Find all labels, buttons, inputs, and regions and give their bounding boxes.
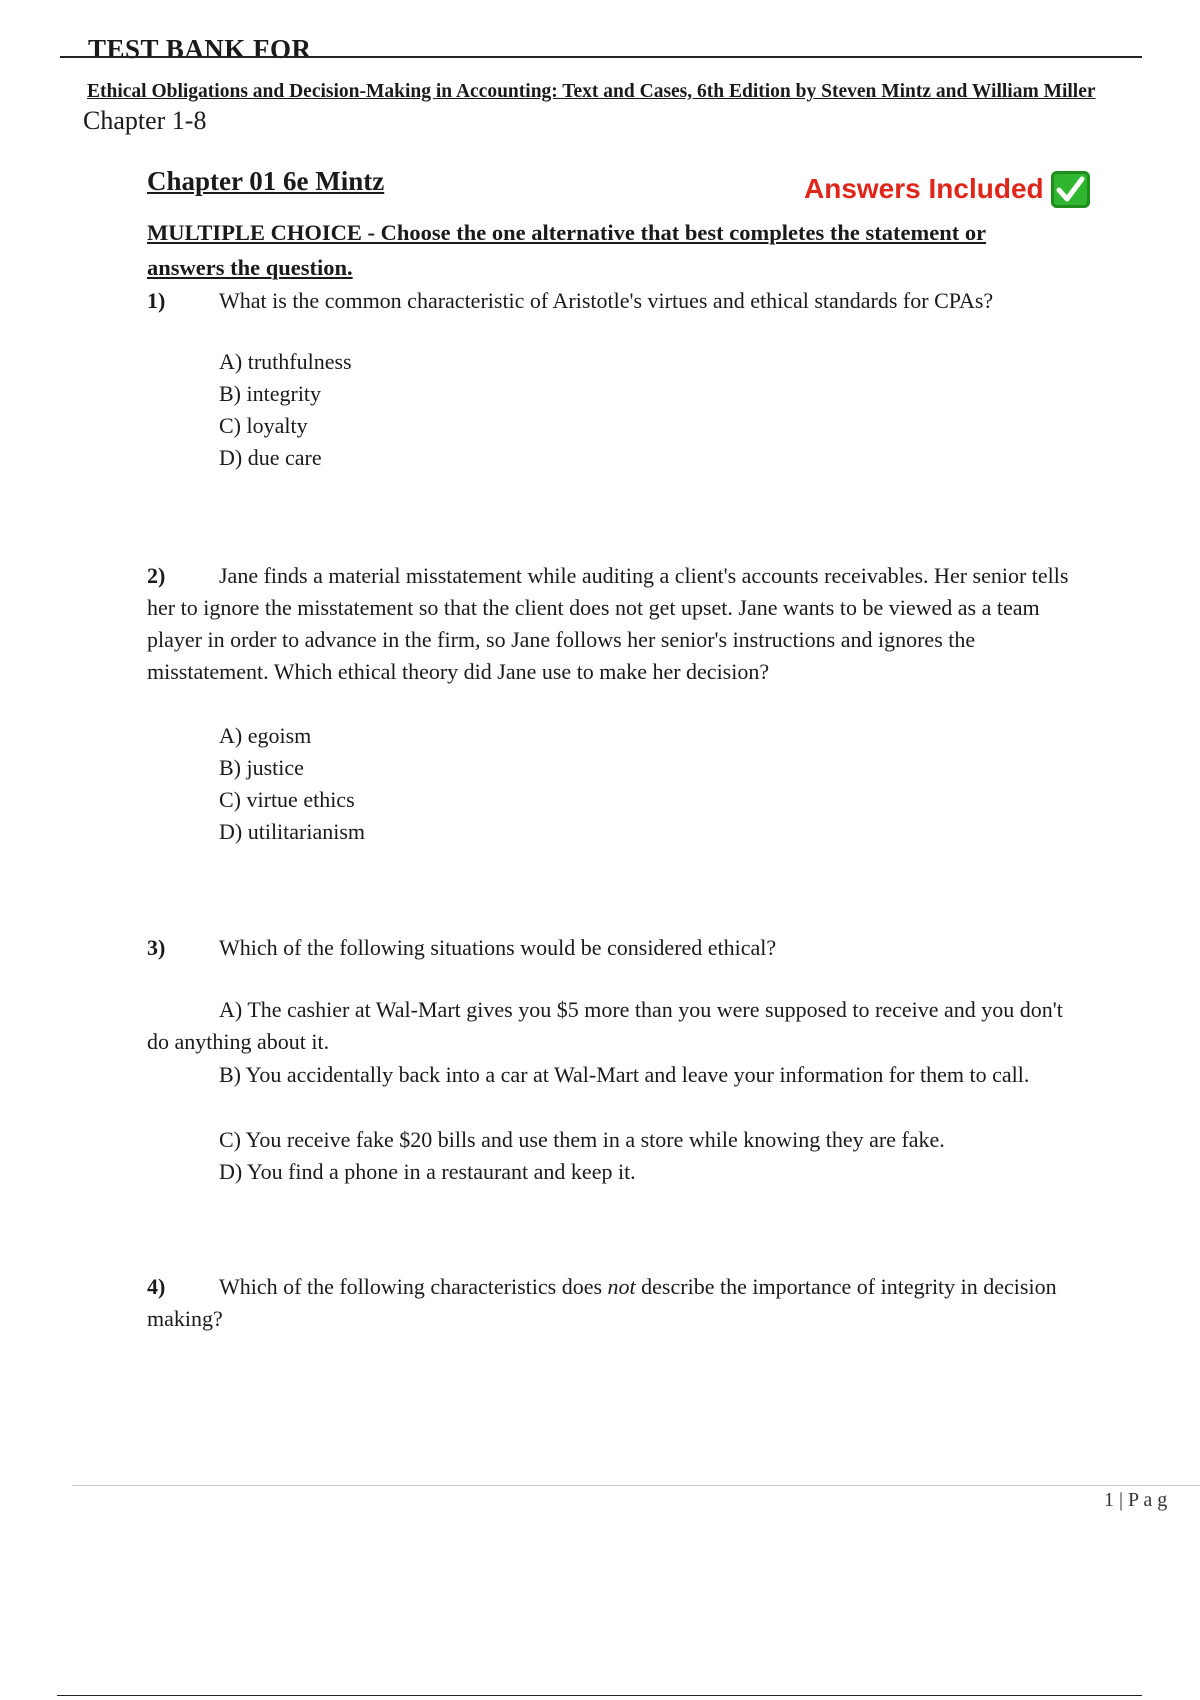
check-mark-icon [1051, 171, 1090, 208]
option-1c: C) loyalty [219, 413, 308, 438]
option-2d: D) utilitarianism [219, 819, 366, 844]
question-number: 4) [147, 1274, 166, 1299]
question-3 [147, 932, 1077, 964]
test-bank-title: TEST BANK FOR [88, 34, 312, 64]
question-text-start: Which of the following characteristics does [219, 1274, 608, 1299]
option-3b: B) You accidentally back into a car at Wal-Mart and leave your information for them to call. [219, 1062, 1030, 1087]
option-3a: A) The cashier at Wal-Mart gives you $5 more than you were supposed to receive and you don't do anything about it. [147, 997, 1063, 1054]
question-number: 2) [147, 563, 166, 588]
option-2a: A) egoism [219, 723, 312, 748]
option-2c: C) virtue ethics [219, 787, 355, 812]
question-text: Which of the following situations would be considered ethical? [219, 935, 777, 960]
header-divider [60, 56, 1142, 58]
question-number: 3) [147, 935, 166, 960]
check-mark-glyph [1051, 171, 1090, 208]
question-2 [147, 560, 1077, 688]
option-2b: B) justice [219, 755, 304, 780]
question-4 [147, 1271, 1067, 1335]
option-3d: D) You find a phone in a restaurant and keep it. [219, 1159, 636, 1184]
page-bottom-divider [57, 1695, 1142, 1696]
chapter-heading: Chapter 01 6e Mintz [147, 166, 385, 196]
section-heading-text: MULTIPLE CHOICE - Choose the one alternative that best completes the statement or answers the question. [147, 220, 987, 280]
question-text: What is the common characteristic of Aristotle's virtues and ethical standards for CPAs? [219, 288, 994, 313]
option-1b: B) integrity [219, 381, 322, 406]
answers-included-badge: Answers Included [804, 173, 1044, 204]
page-number: 1 | P a g [1104, 1489, 1168, 1511]
question-text: Jane finds a material misstatement while auditing a client's accounts receivables. Her senior tells her to ignore the misstatement so that the client does not get upset. Jane wants to be viewed as a team player in order to advance in the firm, so Jane follows her senior's instructions and ignores the misstatement. Which ethical theory did Jane use to make her decision? [147, 563, 1069, 684]
option-1d: D) due care [219, 445, 322, 470]
option-1a: A) truthfulness [219, 349, 352, 374]
question-number: 1) [147, 288, 166, 313]
question-1 [147, 285, 1077, 317]
footer-divider [72, 1485, 1200, 1486]
question-text-emphasis: not [607, 1274, 636, 1299]
chapter-range: Chapter 1-8 [83, 106, 207, 135]
section-heading [147, 215, 1057, 285]
option-3c: C) You receive fake $20 bills and use them in a store while knowing they are fake. [219, 1127, 945, 1152]
question-text-end: describe the importance of integrity in decision making? [147, 1274, 1057, 1331]
book-title: Ethical Obligations and Decision-Making in Accounting: Text and Cases, 6th Edition by Steven Mintz and William Miller [87, 81, 1096, 102]
